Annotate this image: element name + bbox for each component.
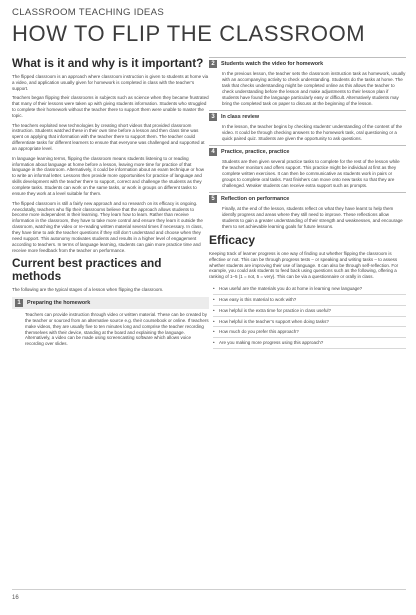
- section-2-header: [209, 57, 406, 68]
- page-title: HOW TO FLIP THE CLASSROOM: [12, 21, 366, 46]
- paragraph: The flipped classroom is still a fairly new approach and so research on its efficacy is ongoing. Anecdotally, teachers who flip their classrooms believe that the approach allows students to become more independent in their learning. They learn how to learn. Rather than receive information in the classroom, they have to take more control and ensure they learn it outside the classroom, watching the video or re-reading written material several times if necessary. In class, they have time to ask the teacher questions if they still don’t understand and choose when they need support. This autonomy motivates students and results in a higher level of engagement according to teachers. In terms of language learning, students can gain more practice time and receive more feedback from the teacher on performance.: [12, 200, 203, 253]
- heading-what-is-it: What is it and why is it important?: [12, 56, 204, 70]
- section-title: Preparing the homework: [27, 299, 91, 306]
- section-body: In the previous lesson, the teacher sets the classroom instruction task as homework, usually with an accompanying activity to check understanding. Students do the tasks at home. The task that checks understanding might be completed online as this allows the teacher to check understanding before the lesson and make adjustments to their lesson plan if students have found the language particularly easy or difficult. Alternatively students may bring the completed task on paper to discuss at the beginning of the lesson.: [222, 71, 406, 106]
- heading-efficacy: Efficacy: [209, 232, 256, 247]
- section-4-header: [209, 145, 406, 156]
- footer-divider: [12, 589, 406, 590]
- section-1-header: [12, 297, 209, 309]
- heading-best-practices: Current best practices and methods: [12, 256, 162, 284]
- list-item: • How easy is this material to work with?: [213, 295, 406, 306]
- section-title: Reflection on performance: [221, 196, 290, 203]
- question-list: [209, 284, 406, 349]
- section-number-badge: 1: [15, 299, 23, 307]
- section-title: Students watch the video for homework: [221, 61, 324, 67]
- section-number-badge: 2: [209, 60, 217, 68]
- efficacy-paragraph: Keeping track of learner progress is one way of finding out whether flipping the classroom is effective or not. This can be through progress tests – or speaking and writing tasks – to assess whether students are improving their use of language. It can also be through self-reflection. For example, you could ask students to feed back using questions such as the following, offering a ranking of 1–5 (1 = not, 5 = very). This can be via a questionnaire or orally in class.: [209, 250, 399, 280]
- paragraph: In language learning terms, flipping the classroom means students listening to or reading information about language at home before a lesson, leaving more time for practice of that language in the classroom. Alternatively, it could be information about an exam technique or how to write an informal letter. Lessons then provide more opportunities for practice of language and skills development with the teacher there to support, correct and challenge the students as they complete tasks. Students can work on the same tasks, or work in groups on different tasks to ensure they work at a level suitable for them.: [12, 155, 205, 197]
- section-number-badge: 5: [209, 195, 217, 203]
- section-body: Students are then given several practice tasks to complete for the rest of the lesson while the teacher monitors and offers support. This practice might be individual at first as they complete written exercises. It can then be communicative as students work in pairs or groups to complete oral tasks. Fast finishers can move onto new tasks so that they are challenged. Weaker students can receive extra support such as prompts.: [222, 159, 400, 188]
- section-number-badge: 3: [209, 113, 217, 121]
- list-item: • How useful are the materials you do at home in learning new language?: [213, 284, 406, 295]
- left-column: [12, 57, 209, 351]
- intro-paragraph: The following are the typical stages of a lesson when flipping the classroom.: [12, 287, 164, 293]
- list-item: • Are you making more progress using this approach?: [213, 338, 406, 349]
- section-number-badge: 4: [209, 148, 217, 156]
- section-title: Practice, practice, practice: [221, 149, 290, 156]
- section-5-header: [209, 192, 406, 203]
- section-body: In the lesson, the teacher begins by checking students’ understanding of the content of the video. It could be through checking answers to the homework task, oral questioning or a quick paired quiz. Students are given the opportunity to ask questions.: [222, 124, 402, 141]
- right-column: [209, 57, 406, 349]
- list-item: • How helpful is the teacher’s support when doing tasks?: [213, 317, 406, 328]
- paragraph: Teachers began flipping their classrooms in subjects such as science when they became frustrated that many of their lessons were taken up with giving students information. Students who struggled to complete their homework without the teacher there to support them were unable to master the topic.: [12, 95, 209, 119]
- section-kicker: CLASSROOM TEACHING IDEAS: [12, 7, 165, 18]
- section-body: Finally, at the end of the lesson, students reflect on what they have learnt to help them identify progress and areas where they still need to improve. These reflections allow students to gain a greater understanding of their strength and weaknesses, and encourage them to set achievable learning goals for future lessons.: [222, 206, 403, 230]
- page-number: 16: [12, 595, 19, 601]
- list-item: • How much do you prefer this approach?: [213, 327, 406, 338]
- paragraph: The teachers exploited new technologies by creating short videos that provided classroom instruction. Students watched these in their own time before a lesson and then class time was spent on applying that information with the teacher there to support them. The teacher could differentiate tasks for different learners to ensure that everyone was challenged and supported at an appropriate level.: [12, 122, 205, 152]
- section-3-header: [209, 110, 406, 121]
- section-body: Teachers can provide instruction through video or written material. These can be created by the teacher or sourced from an alternative source e.g. their coursebook or online. If teachers make videos, they are usually five to ten minutes long and comprise the teacher recording themselves with their device, standing at the board and explaining the language. Alternatively, a video can be made using screencasting software which allows voice recording over slides.: [25, 311, 209, 347]
- list-item: • How helpful is the extra time for practice in class useful?: [213, 306, 406, 317]
- section-title: In class review: [221, 114, 260, 121]
- paragraph: The flipped classroom is an approach where classroom instruction is given to students at home via a video, and application usually given for homework is completed in class with the teacher’s support.: [12, 74, 209, 91]
